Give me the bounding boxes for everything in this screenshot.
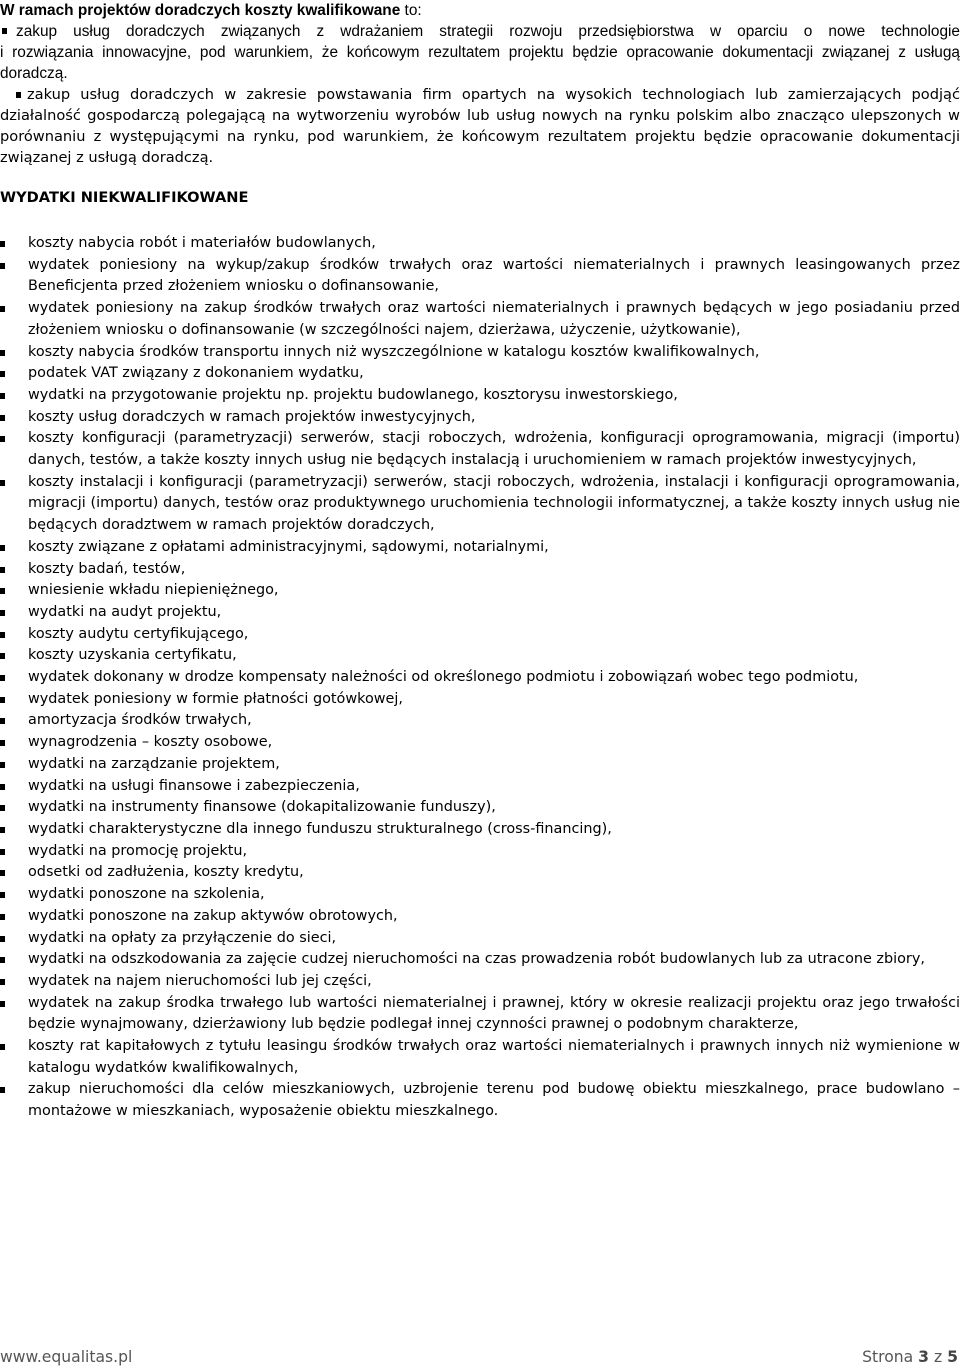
list-item — [0, 884, 960, 906]
intro-heading — [0, 0, 960, 21]
list-item — [0, 385, 960, 407]
list-item-text: wydatki na opłaty za przyłączenie do sieci, — [28, 929, 337, 946]
list-item-text: odsetki od zadłużenia, koszty kredytu, — [28, 864, 304, 881]
list-item — [0, 928, 960, 950]
list-item-text: zakup nieruchomości dla celów mieszkaniowych, uzbrojenie terenu pod budowę obiektu mieszkalnego, prace budowlano – montażowe w mieszkaniach, wyposażenie obiektu mieszkalnego. — [28, 1081, 960, 1120]
list-item-text: wydatki ponoszone na szkolenia, — [28, 886, 265, 903]
list-item — [0, 342, 960, 364]
square-bullet-icon — [0, 1001, 5, 1007]
square-bullet-icon — [0, 241, 5, 247]
list-item — [0, 580, 960, 602]
list-item — [0, 993, 960, 1036]
list-item — [0, 233, 960, 255]
list-item-text: koszty nabycia robót i materiałów budowlanych, — [28, 235, 376, 251]
square-bullet-icon — [0, 350, 5, 356]
page-sep: z — [933, 1348, 943, 1366]
intro-item-2-text: zakup usług doradczych w zakresie powstawania firm opartych na wysokich technologiach lub zamierzających podjąć działalność gospodarczą polegającą na wytworzeniu wyrobów lub usług nowych na rynku polskim albo znacząco ulepszonych w porównaniu z występującymi na rynku, pod warunkiem, że końcowym rezultatem projektu będzie opracowanie dokumentacji związanej z usługą doradczą. — [0, 86, 960, 166]
list-item — [0, 862, 960, 884]
list-item — [0, 689, 960, 711]
list-item — [0, 667, 960, 689]
footer-url[interactable]: www.equalitas.pl — [0, 1348, 133, 1366]
list-item-text: amortyzacja środków trwałych, — [28, 712, 252, 729]
square-bullet-icon — [0, 892, 5, 898]
square-bullet-icon — [0, 1044, 5, 1050]
square-bullet-icon — [16, 92, 21, 98]
intro-heading-bold: W ramach projektów doradczych koszty kwalifikowane — [0, 2, 401, 19]
list-item-text: wydatki na przygotowanie projektu np. projektu budowlanego, kosztorysu inwestorskiego, — [28, 386, 678, 403]
page-label: Strona — [862, 1348, 914, 1366]
square-bullet-icon — [0, 263, 5, 269]
list-item — [0, 841, 960, 863]
list-item-text: podatek VAT związany z dokonaniem wydatku, — [28, 365, 364, 382]
list-item — [0, 559, 960, 581]
page-number — [862, 1348, 958, 1366]
list-item-text: wydatki na zarządzanie projektem, — [28, 755, 280, 772]
list-item — [0, 710, 960, 732]
list-item — [0, 906, 960, 928]
square-bullet-icon — [0, 870, 5, 876]
list-item-text: wydatki charakterystyczne dla innego funduszu strukturalnego (cross-financing), — [28, 820, 612, 837]
square-bullet-icon — [0, 718, 5, 724]
list-item — [0, 971, 960, 993]
list-item — [0, 1079, 960, 1122]
list-item — [0, 537, 960, 559]
list-item — [0, 797, 960, 819]
square-bullet-icon — [0, 632, 5, 638]
list-item-text: koszty związane z opłatami administracyjnymi, sądowymi, notarialnymi, — [28, 538, 549, 555]
list-item-text: koszty konfiguracji (parametryzacji) serwerów, stacji roboczych, wdrożenia, konfiguracji oprogramowania, migracji (importu) danych, testów, a także koszty innych usług nie będących instalacją i uruchomieniem w ramach projektów inwestycyjnych, — [28, 430, 960, 469]
square-bullet-icon — [0, 936, 5, 942]
list-item-text: wydatek poniesiony na wykup/zakup środków trwałych oraz wartości niematerialnych i prawnych leasingowanych przez Beneficjenta przed złożeniem wniosku o dofinansowanie, — [28, 256, 960, 295]
list-item-text: wydatek dokonany w drodze kompensaty należności od określonego podmiotu i zobowiązań wobec tego podmiotu, — [28, 669, 859, 686]
list-item-text: koszty uzyskania certyfikatu, — [28, 647, 237, 664]
list-item-text: wydatki na promocję projektu, — [28, 842, 248, 859]
square-bullet-icon — [2, 28, 7, 34]
square-bullet-icon — [0, 849, 5, 855]
page-current: 3 — [918, 1348, 930, 1366]
list-item — [0, 754, 960, 776]
list-item-text: koszty usług doradczych w ramach projektów inwestycyjnych, — [28, 408, 476, 425]
list-item-text: wydatki na audyt projektu, — [28, 603, 222, 620]
intro-item-1 — [0, 21, 960, 84]
list-item-text: koszty badań, testów, — [28, 560, 186, 577]
intro-item-1-rest: i rozwiązania innowacyjne, pod warunkiem, że końcowym rezultatem projektu będzie opracowanie dokumentacji związanej z usługą doradczą. — [0, 44, 960, 82]
square-bullet-icon — [0, 545, 5, 551]
list-item — [0, 776, 960, 798]
square-bullet-icon — [0, 393, 5, 399]
list-item-text: wydatki na instrumenty finansowe (dokapitalizowanie funduszy), — [28, 799, 496, 816]
list-item — [0, 602, 960, 624]
list-item — [0, 255, 960, 298]
list-item-text: wydatek na najem nieruchomości lub jej części, — [28, 972, 372, 989]
square-bullet-icon — [0, 784, 5, 790]
section-title: WYDATKI NIEKWALIFIKOWANE — [0, 189, 249, 206]
list-item — [0, 949, 960, 971]
square-bullet-icon — [0, 957, 5, 963]
list-item — [0, 363, 960, 385]
square-bullet-icon — [0, 827, 5, 833]
square-bullet-icon — [0, 914, 5, 920]
list-item-text: koszty audytu certyfikującego, — [28, 625, 249, 642]
page-total: 5 — [947, 1348, 958, 1366]
list-item — [0, 819, 960, 841]
list-item — [0, 428, 960, 471]
square-bullet-icon — [0, 567, 5, 573]
list-item-text: koszty rat kapitałowych z tytułu leasingu środków trwałych oraz wartości niematerialnych i prawnych innych niż wymienione w katalogu wydatków kwalifikowalnych, — [28, 1038, 960, 1076]
square-bullet-icon — [0, 480, 5, 486]
square-bullet-icon — [0, 697, 5, 703]
list-item-text: wydatki ponoszone na zakup aktywów obrotowych, — [28, 907, 398, 924]
list-item — [0, 472, 960, 537]
list-item-text: koszty instalacji i konfiguracji (parametryzacji) serwerów, stacji roboczych, wdrożenia, instalacji i konfiguracji oprogramowania, migracji (importu) danych, testów oraz produktywnego uruchomienia technologii informatycznej, a także koszty innych usług nie będących doradztwem w ramach projektów doradczych, — [28, 473, 960, 534]
list-item — [0, 624, 960, 646]
square-bullet-icon — [0, 1087, 5, 1093]
list-item-text: wynagrodzenia – koszty osobowe, — [28, 734, 273, 751]
square-bullet-icon — [0, 740, 5, 746]
intro-section — [0, 0, 960, 84]
square-bullet-icon — [0, 588, 5, 594]
list-item-text: wniesienie wkładu niepieniężnego, — [28, 582, 279, 599]
square-bullet-icon — [0, 653, 5, 659]
list-item-text: wydatki na usługi finansowe i zabezpieczenia, — [28, 777, 360, 794]
intro-heading-rest: to: — [400, 2, 422, 19]
list-item — [0, 407, 960, 429]
list-item — [0, 645, 960, 667]
list-item — [0, 298, 960, 341]
list-item-text: wydatek poniesiony w formie płatności gotówkowej, — [28, 690, 403, 707]
square-bullet-icon — [0, 610, 5, 616]
list-item-text: wydatek poniesiony na zakup środków trwałych oraz wartości niematerialnych i prawnych będących w jego posiadaniu przed złożeniem wniosku o dofinansowanie (w szczególności najem, dzierżawa, użyczenie, użytkowanie), — [28, 300, 960, 338]
list-item-text: wydatki na odszkodowania za zajęcie cudzej nieruchomości na czas prowadzenia robót budowlanych lub za utracone zbiory, — [28, 951, 925, 968]
square-bullet-icon — [0, 805, 5, 811]
square-bullet-icon — [0, 306, 5, 312]
list-item — [0, 732, 960, 754]
list-item-text: wydatek na zakup środka trwałego lub wartości niematerialnej i prawnej, który w okresie realizacji projektu oraz jego trwałości będzie wynajmowany, dzierżawiony lub będzie podlegał innej czynności prawnej o podobnym charakterze, — [28, 994, 960, 1033]
page-footer — [0, 1348, 960, 1370]
square-bullet-icon — [0, 979, 5, 985]
intro-item-2 — [0, 84, 960, 168]
list-item — [0, 1036, 960, 1079]
square-bullet-icon — [0, 371, 5, 377]
square-bullet-icon — [0, 415, 5, 421]
list-item-text: koszty nabycia środków transportu innych niż wyszczególnione w katalogu kosztów kwalifikowalnych, — [28, 343, 760, 360]
square-bullet-icon — [0, 675, 5, 681]
square-bullet-icon — [0, 762, 5, 768]
intro-item-1-line1: zakup usług doradczych związanych z wdrażaniem strategii rozwoju przedsiębiorstwa w oparciu o nowe technologie — [16, 23, 960, 40]
non-qualified-costs-list — [0, 233, 960, 1123]
square-bullet-icon — [0, 436, 5, 442]
